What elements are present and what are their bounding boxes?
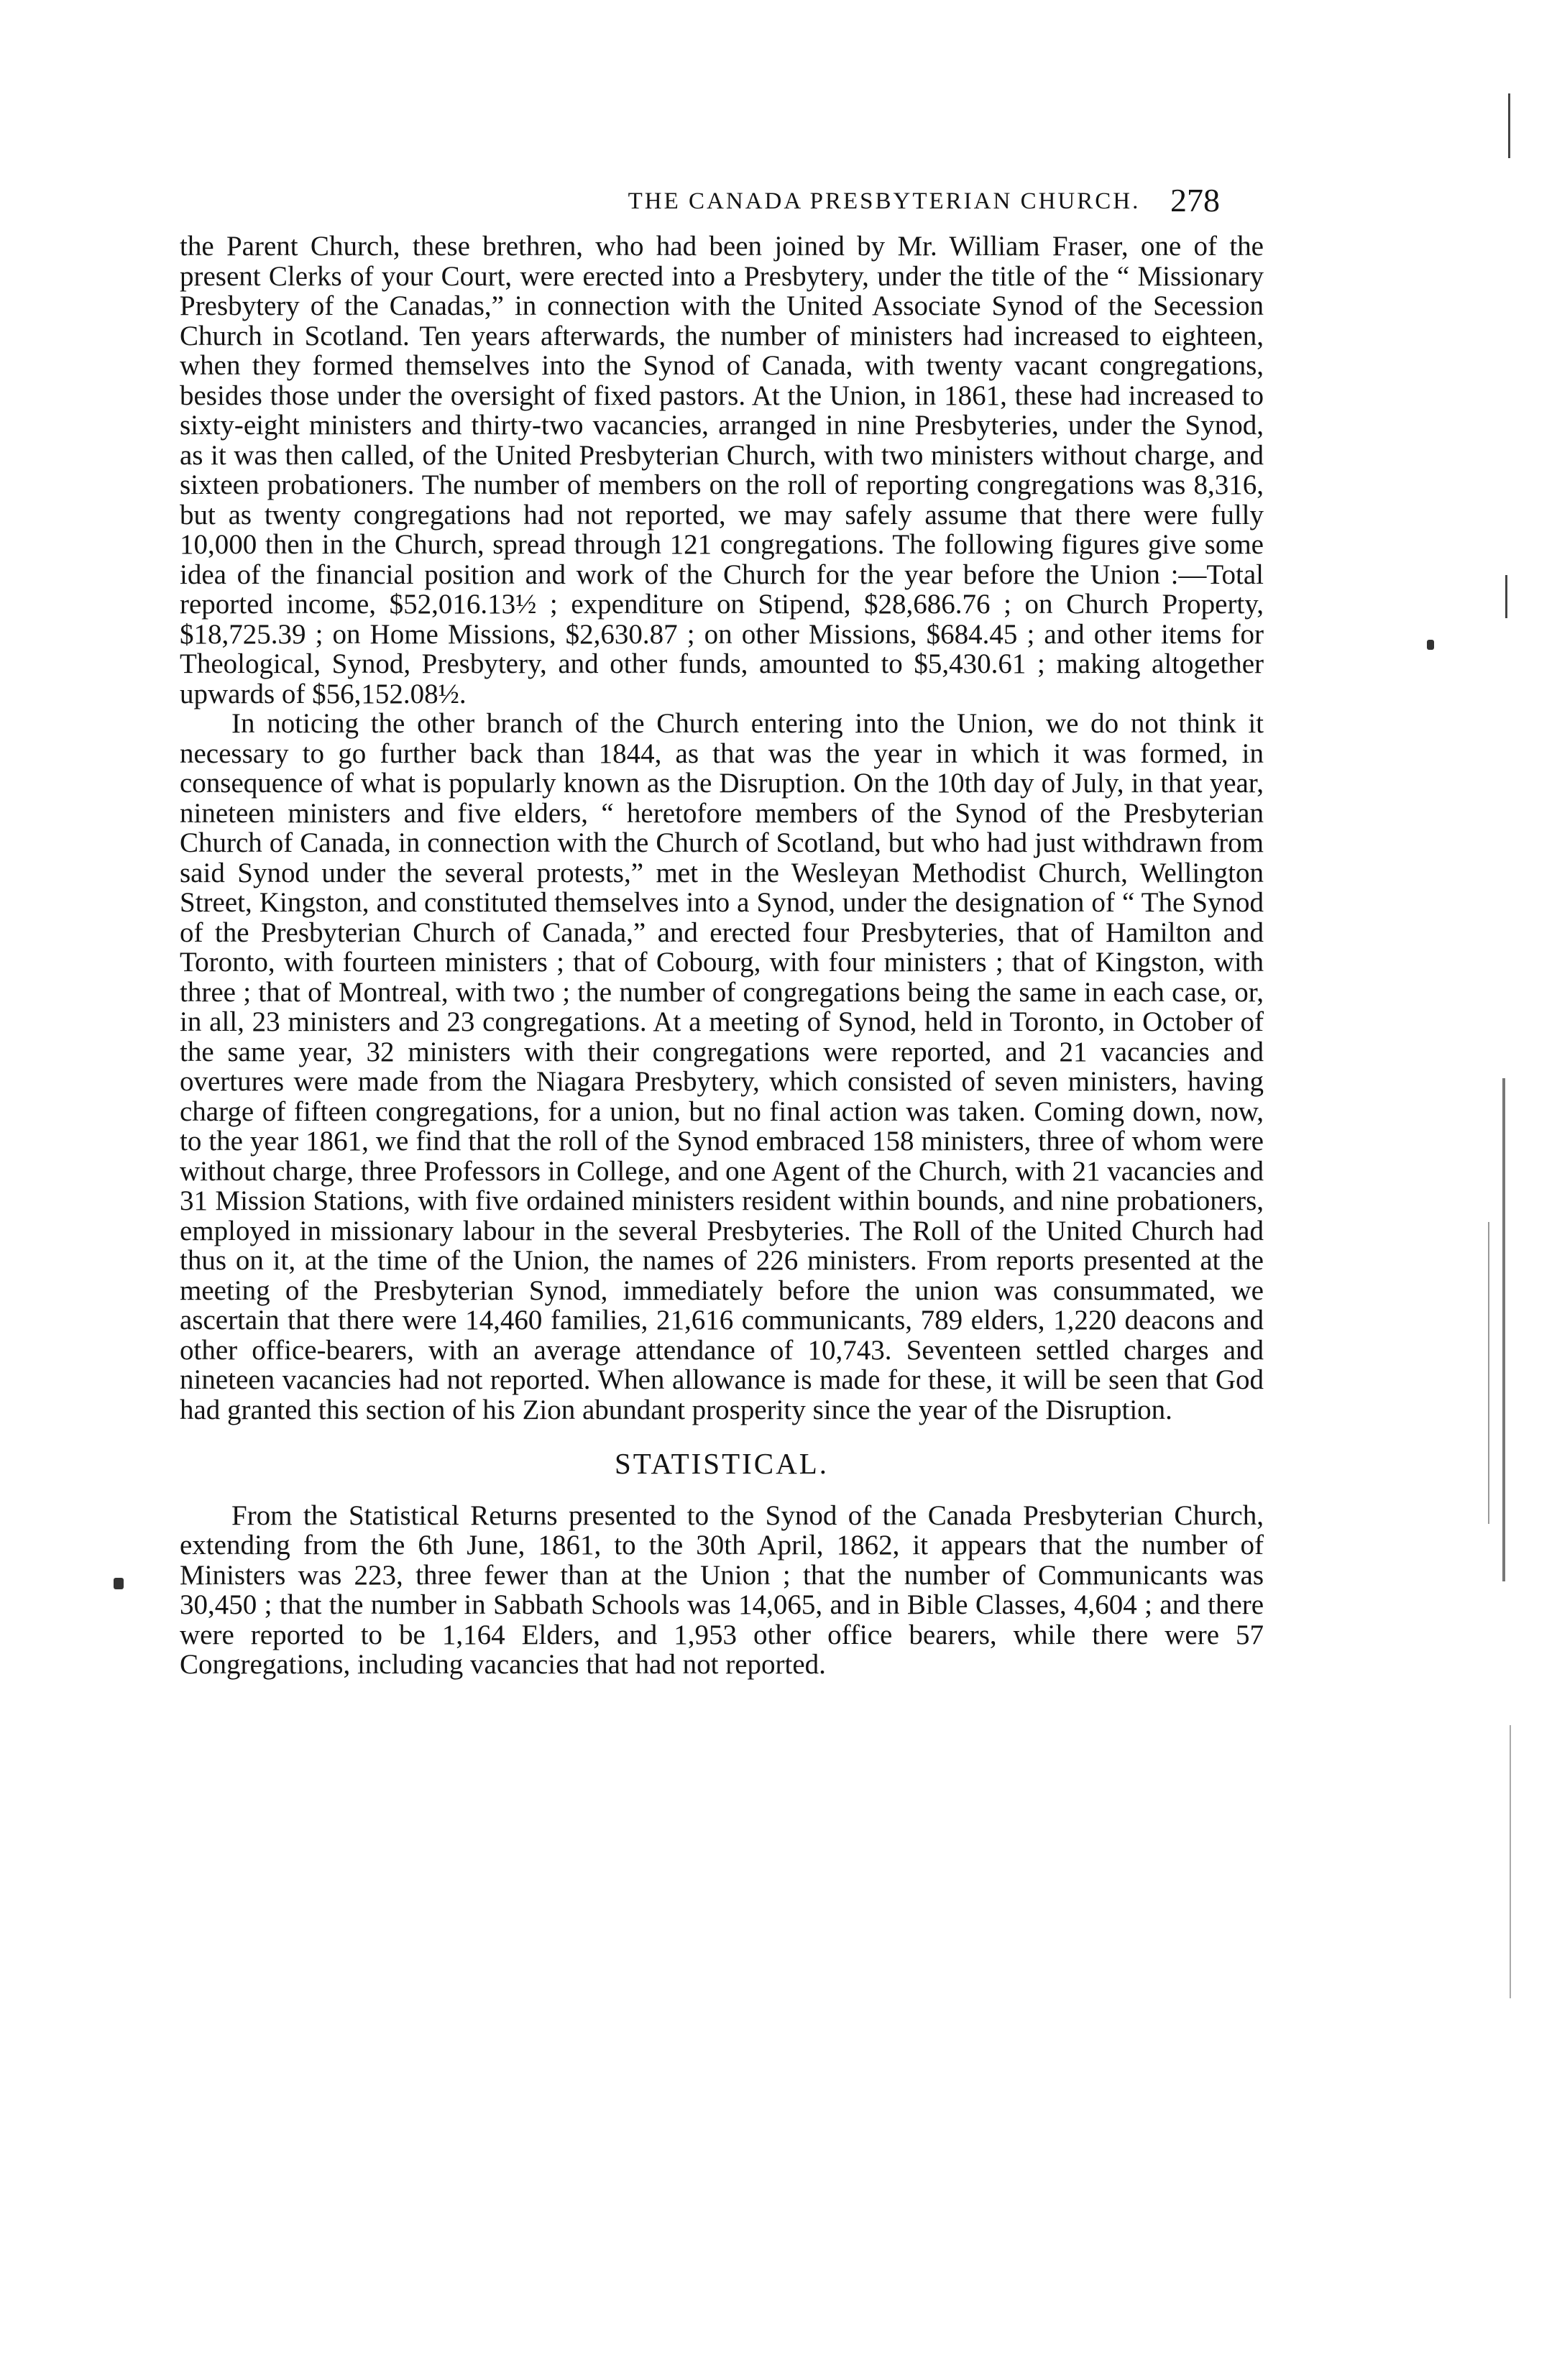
- scan-gutter-line: [1505, 575, 1507, 618]
- body-text: [180, 231, 1264, 1680]
- scan-gutter-line: [1502, 1078, 1505, 1581]
- scan-gutter-line: [1488, 1222, 1489, 1524]
- scan-blot: [1427, 640, 1434, 650]
- page-number: 278: [1170, 182, 1220, 219]
- paragraph-statistical: From the Statistical Returns presented to the Synod of the Canada Presbyterian Church, extending from the 6th June, 1861, to the 30th April, 1862, it appears that the number of Ministers was 223, three fewer than at the Union ; that the number of Communicants was 30,450 ; that the number in Sabbath Schools was 14,065, and in Bible Classes, 4,604 ; and there were reported to be 1,164 Elders, and 1,953 other office bearers, while there were 57 Congregations, including vacancies that had not reported.: [180, 1499, 1264, 1680]
- scan-gutter-line: [1508, 93, 1510, 158]
- running-title: THE CANADA PRESBYTERIAN CHURCH.: [628, 188, 1141, 214]
- section-heading-statistical: STATISTICAL.: [614, 1447, 830, 1480]
- paragraph-disruption: In noticing the other branch of the Church entering into the Union, we do not think it necessary to go further back than 1844, as that was the year in which it was formed, in consequence of what is popularly known as the Disruption. On the 10th day of July, in that year, nineteen ministers and five elders, “ heretofore members of the Synod of the Presbyterian Church of Canada, in connection with the Church of Scotland, but who had just withdrawn from said Synod under the several protests,” met in the Wesleyan Methodist Church, Wellington Street, Kingston, and constituted themselves into a Synod, under the designation of “ The Synod of the Presbyterian Church of Canada,” and erected four Presbyteries, that of Hamilton and Toronto, with fourteen ministers ; that of Cobourg, with four ministers ; that of Kingston, with three ; that of Montreal, with two ; the number of congregations being the same in each case, or, in all, 23 ministers and 23 congregations. At a meeting of Synod, held in Toronto, in October of the same year, 32 ministers with their congregations were reported, and 21 vacancies and overtures were made from the Niagara Presbytery, which consisted of seven ministers, having charge of fifteen congregations, for a union, but no final action was taken. Coming down, now, to the year 1861, we find that the roll of the Synod embraced 158 ministers, three of whom were without charge, three Professors in College, and one Agent of the Church, with 21 vacancies and 31 Mission Stations, with five ordained ministers resident within bounds, and nine probationers, employed in missionary labour in the several Presbyteries. The Roll of the United Church had thus on it, at the time of the Union, the names of 226 ministers. From reports presented at the meeting of the Presbyterian Synod, immediately before the union was consummated, we ascertain that there were 14,460 families, 21,616 communicants, 789 elders, 1,220 deacons and other office-bearers, with an average attendance of 10,743. Seventeen settled charges and nineteen vacancies had not reported. When allowance is made for these, it will be seen that God had granted this section of his Zion abundant prosperity since the year of the Disruption.: [180, 708, 1264, 1425]
- paragraph-parent-church: the Parent Church, these brethren, who had been joined by Mr. William Fraser, one of the present Clerks of your Court, were erected into a Presbytery, under the title of the “ Missionary Presbytery of the Canadas,” in connection with the United Associate Synod of the Secession Church in Scotland. Ten years afterwards, the number of ministers had increased to eighteen, when they formed themselves into the Synod of Canada, with twenty vacant congregations, besides those under the oversight of fixed pastors. At the Union, in 1861, these had increased to sixty-eight ministers and thirty-two vacancies, arranged in nine Presbyteries, under the Synod, as it was then called, of the United Presbyterian Church, with two ministers without charge, and sixteen probationers. The number of members on the roll of reporting congregations was 8,316, but as twenty congregations had not reported, we may safely assume that there were fully 10,000 then in the Church, spread through 121 congregations. The following figures give some idea of the financial position and work of the Church for the year before the Union :—Total reported income, $52,016.13½ ; expenditure on Stipend, $28,686.76 ; on Church Property, $18,725.39 ; on Home Missions, $2,630.87 ; on other Missions, $684.45 ; and other items for Theological, Synod, Presbytery, and other funds, amounted to $5,430.61 ; making altogether upwards of $56,152.08½.: [180, 231, 1264, 709]
- scan-blot: [114, 1578, 124, 1589]
- scan-gutter-line: [1510, 1725, 1511, 1998]
